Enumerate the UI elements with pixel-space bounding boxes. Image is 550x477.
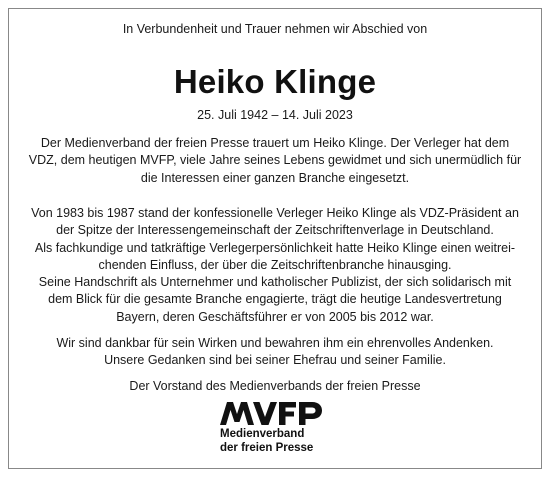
logo-line-2: der freien Presse [220, 441, 314, 454]
text-line: Bayern, deren Geschäftsführer er von 2005 bis 2012 war. [116, 309, 434, 324]
deceased-name: Heiko Klinge [173, 63, 377, 100]
text-line: die Interessen einer ganzen Branche eingesetzt. [140, 170, 410, 185]
mvfp-wordmark-icon [220, 400, 326, 426]
mvfp-logo [220, 400, 330, 455]
text-line: chenden Einfluss, der über die Zeitschriftenbranche hinausging. [98, 257, 452, 272]
text-line: Von 1983 bis 1987 stand der konfessionelle Verleger Heiko Klinge als VDZ-Präsident an [31, 206, 519, 220]
text-line: dem Blick für die gesamte Branche engagierte, trägt die heutige Landesvertretung [48, 292, 502, 307]
logo-line-1: Medienverband [220, 428, 305, 440]
text-line: Der Medienverband der freien Presse trauert um Heiko Klinge. Der Verleger hat dem [40, 136, 510, 150]
text-line: VDZ, dem heutigen MVFP, viele Jahre seines Lebens gewidmet und sich unermüdlich für [28, 153, 522, 168]
text-line: Unsere Gedanken sind bei seiner Ehefrau und seiner Familie. [104, 353, 446, 368]
paragraph-condolence [20, 335, 530, 370]
logo-caption [220, 428, 330, 455]
paragraph-tribute [20, 135, 530, 187]
text-line: Seine Handschrift als Unternehmer und katholischer Publizist, der sich solidarisch mit [38, 275, 512, 290]
text-line: Wir sind dankbar für sein Wirken und bewahren ihm ein ehrenvolles Andenken. [56, 336, 494, 350]
text-line: der Spitze der Interessengemeinschaft der Zeitschriftenverlage in Deutschland. [56, 223, 494, 238]
intro-line: In Verbundenheit und Trauer nehmen wir Abschied von [122, 22, 428, 36]
life-dates: 25. Juli 1942 – 14. Juli 2023 [197, 108, 353, 122]
signature-line: Der Vorstand des Medienverbands der freien Presse [129, 379, 421, 393]
text-line: Als fachkundige und tatkräftige Verlegerpersönlichkeit hatte Heiko Klinge einen weitrei- [34, 240, 516, 255]
paragraph-biography [20, 205, 530, 326]
